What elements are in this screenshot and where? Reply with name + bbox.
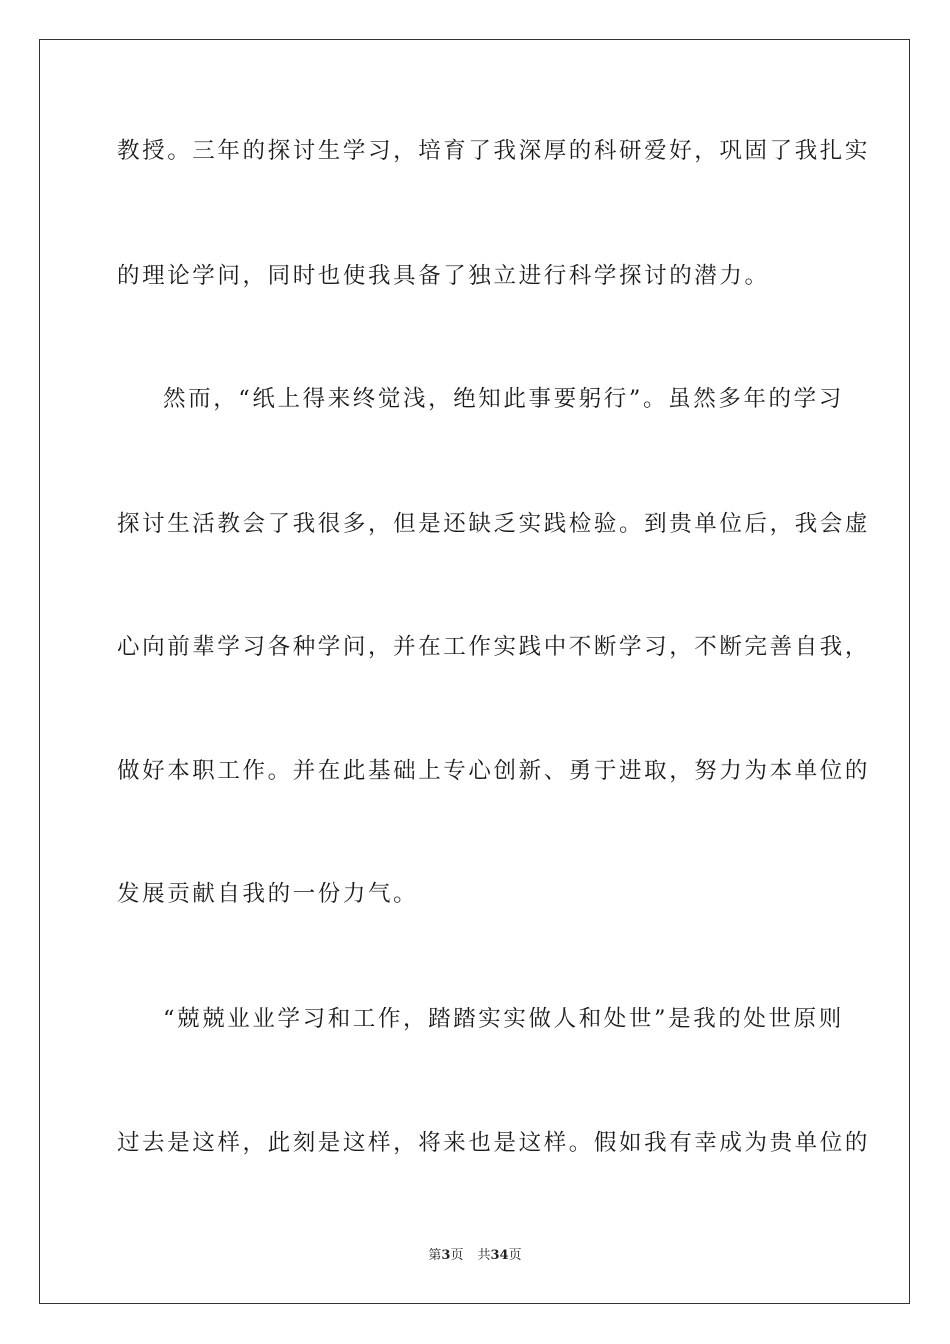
- total-page-count: 34: [490, 1248, 509, 1263]
- body-text-line: 的理论学问，同时也使我具备了独立进行科学探讨的潜力。: [117, 263, 770, 289]
- paragraph-start-line: 然而，“纸上得来终觉浅，绝知此事要躬行”。虽然多年的学习: [163, 386, 844, 412]
- current-page-number: 3: [441, 1248, 451, 1263]
- page-footer: [0, 1247, 950, 1265]
- body-text-line: 过去是这样，此刻是这样，将来也是这样。假如我有幸成为贵单位的: [117, 1130, 871, 1156]
- total-label-suffix: 页: [508, 1248, 522, 1263]
- page-border: [39, 39, 910, 1304]
- body-text-line: 发展贡献自我的一份力气。: [117, 881, 419, 907]
- page-label-suffix: 页: [450, 1248, 464, 1263]
- paragraph-start-line: “兢兢业业学习和工作，踏踏实实做人和处世”是我的处世原则: [163, 1006, 844, 1032]
- total-label-prefix: 共: [477, 1248, 491, 1263]
- body-text-line: 教授。三年的探讨生学习，培育了我深厚的科研爱好，巩固了我扎实: [117, 138, 871, 164]
- body-text-line: 做好本职工作。并在此基础上专心创新、勇于进取，努力为本单位的: [117, 758, 871, 784]
- body-text-line: 探讨生活教会了我很多，但是还缺乏实践检验。到贵单位后，我会虚: [117, 511, 871, 537]
- body-text-line: 心向前辈学习各种学问，并在工作实践中不断学习，不断完善自我，: [117, 634, 871, 660]
- page-label-prefix: 第: [428, 1248, 442, 1263]
